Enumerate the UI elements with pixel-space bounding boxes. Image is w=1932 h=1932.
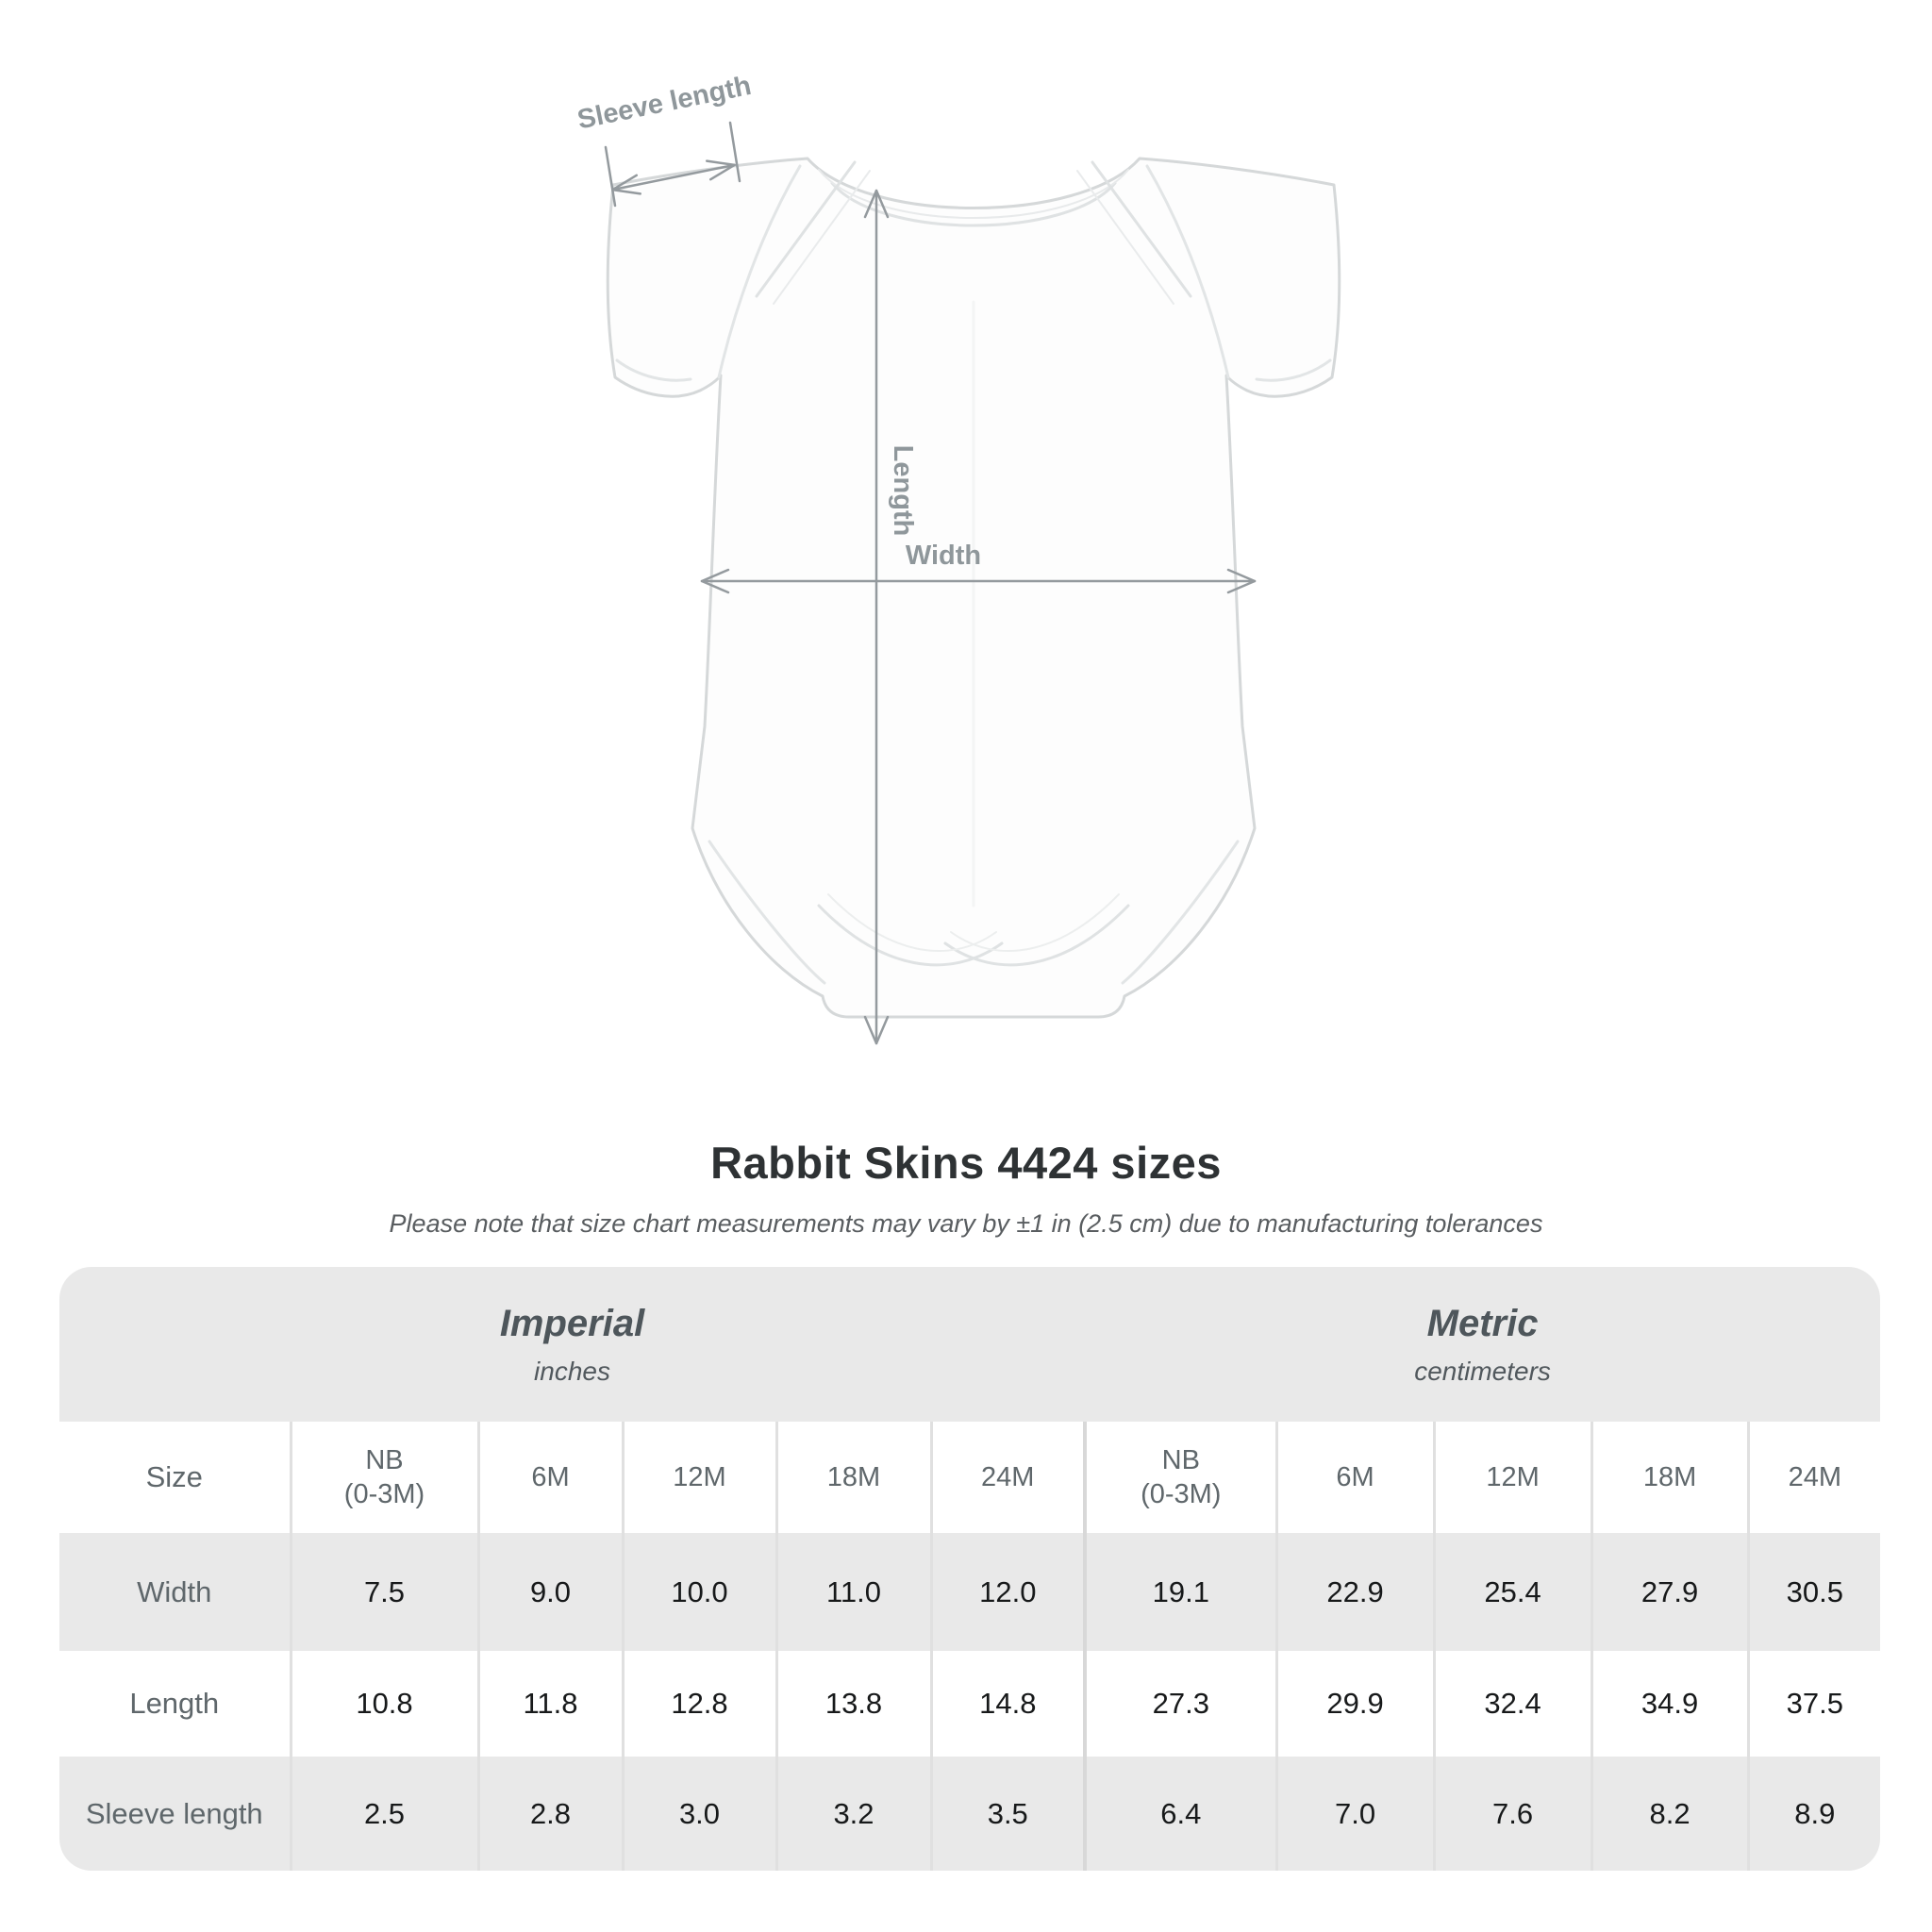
value-cell: 10.0 [623, 1533, 776, 1651]
metric-unit: centimeters [1414, 1356, 1551, 1386]
size-col-header-imperial-18m: 18M [776, 1422, 931, 1533]
imperial-section-header [59, 1267, 1085, 1422]
sleeve-length-label: Sleeve length [575, 70, 755, 136]
value-cell: 30.5 [1748, 1533, 1880, 1651]
length-measurement-row [59, 1651, 1880, 1757]
size-col-header-imperial-nb: NB (0-3M) [291, 1422, 478, 1533]
size-col-header-imperial-12m: 12M [623, 1422, 776, 1533]
value-cell: 6.4 [1085, 1757, 1276, 1871]
value-cell: 32.4 [1434, 1651, 1591, 1757]
size-header-row [59, 1422, 1880, 1533]
value-cell: 7.0 [1276, 1757, 1434, 1871]
width-measurement-row [59, 1533, 1880, 1651]
sleeve-length-row-label: Sleeve length [59, 1757, 291, 1871]
size-col-header-imperial-6m: 6M [478, 1422, 623, 1533]
extension-tick-left [606, 147, 615, 206]
size-col-header-metric-12m: 12M [1434, 1422, 1591, 1533]
value-cell: 8.9 [1748, 1757, 1880, 1871]
value-cell: 3.0 [623, 1757, 776, 1871]
value-cell: 7.6 [1434, 1757, 1591, 1871]
value-cell: 19.1 [1085, 1533, 1276, 1651]
metric-section-header [1085, 1267, 1880, 1422]
value-cell: 12.8 [623, 1651, 776, 1757]
sleeve-length-measurement-row [59, 1757, 1880, 1871]
tolerance-note: Please note that size chart measurements may vary by ±1 in (2.5 cm) due to manufacturing tolerances [389, 1209, 1543, 1238]
value-cell: 9.0 [478, 1533, 623, 1651]
value-cell: 13.8 [776, 1651, 931, 1757]
value-cell: 29.9 [1276, 1651, 1434, 1757]
value-cell: 27.3 [1085, 1651, 1276, 1757]
value-cell: 2.5 [291, 1757, 478, 1871]
value-cell: 3.2 [776, 1757, 931, 1871]
size-col-header-imperial-24m: 24M [931, 1422, 1085, 1533]
value-cell: 10.8 [291, 1651, 478, 1757]
value-cell: 14.8 [931, 1651, 1085, 1757]
size-col-header-metric-6m: 6M [1276, 1422, 1434, 1533]
size-row-label: Size [59, 1422, 291, 1533]
value-cell: 7.5 [291, 1533, 478, 1651]
length-label: Length [888, 444, 918, 537]
metric-title: Metric [1426, 1302, 1539, 1344]
width-label: Width [905, 541, 982, 571]
value-cell: 11.0 [776, 1533, 931, 1651]
value-cell: 37.5 [1748, 1651, 1880, 1757]
size-table [59, 1267, 1880, 1871]
page-title: Rabbit Skins 4424 sizes [710, 1138, 1222, 1188]
value-cell: 11.8 [478, 1651, 623, 1757]
value-cell: 27.9 [1591, 1533, 1748, 1651]
size-col-header-metric-18m: 18M [1591, 1422, 1748, 1533]
size-col-header-metric-nb: NB (0-3M) [1085, 1422, 1276, 1533]
value-cell: 8.2 [1591, 1757, 1748, 1871]
imperial-title: Imperial [499, 1302, 645, 1344]
width-row-label: Width [59, 1533, 291, 1651]
value-cell: 2.8 [478, 1757, 623, 1871]
value-cell: 22.9 [1276, 1533, 1434, 1651]
size-col-header-metric-24m: 24M [1748, 1422, 1880, 1533]
value-cell: 12.0 [931, 1533, 1085, 1651]
value-cell: 3.5 [931, 1757, 1085, 1871]
value-cell: 34.9 [1591, 1651, 1748, 1757]
value-cell: 25.4 [1434, 1533, 1591, 1651]
length-row-label: Length [59, 1651, 291, 1757]
unit-header-row [59, 1267, 1880, 1422]
imperial-unit: inches [534, 1356, 610, 1386]
